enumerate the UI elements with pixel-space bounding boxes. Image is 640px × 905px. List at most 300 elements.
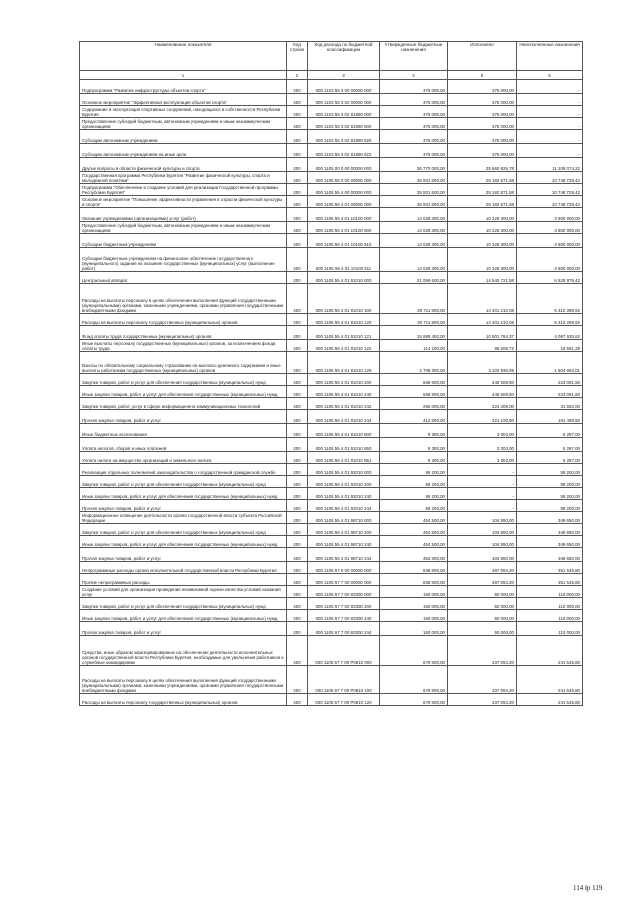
table-row	[80, 94, 583, 106]
row-executed: 25 182 871,58	[448, 184, 517, 196]
row-unexecuted: 10 748 728,42	[517, 184, 583, 196]
row-name: Субсидии бюджетным учреждениям на финансовое обеспечение государственного (муниципального) задания на оказание государственных (муниципальных) услуг (выполнение работ)	[80, 248, 287, 272]
table-body	[80, 80, 583, 706]
row-line-code: 200	[287, 248, 308, 272]
row-executed: 375 000,00	[448, 106, 517, 118]
row-approved: 14 028 300,00	[380, 248, 448, 272]
row-line-code: 200	[287, 488, 308, 500]
row-approved: 9 300,00	[380, 438, 448, 452]
row-budget-class: 000 1105 00 0 00 00000 000	[308, 158, 380, 172]
row-executed: 487 054,20	[448, 562, 517, 574]
row-line-code: 200	[287, 222, 308, 234]
row-line-code: 200	[287, 424, 308, 438]
row-budget-class: 000 1105 55 4 00 00000 000	[308, 184, 380, 196]
row-approved: 375 000,00	[380, 144, 448, 158]
row-name: Прочая закупка товаров, работ и услуг	[80, 622, 287, 636]
row-name: Закупка товаров, работ и услуг для обеспечения государственных (муниципальных) нужд	[80, 524, 287, 536]
row-budget-class: 000 1105 67 7 00 P0810 100	[308, 666, 380, 694]
row-name: Фонд оплаты труда государственных (муниципальных) органов	[80, 326, 287, 340]
table-row	[80, 452, 583, 464]
row-line-code: 200	[287, 386, 308, 398]
row-executed: 10 228 300,00	[448, 248, 517, 272]
row-budget-class: 000 1105 55 4 01 92010 200	[308, 476, 380, 488]
row-name: Содержание и эксплуатация спортивных сооружений, находящихся в собственности Республики Бурятия	[80, 106, 287, 118]
row-approved: 375 000,00	[380, 106, 448, 118]
row-executed: 10 228 300,00	[448, 208, 517, 222]
row-unexecuted: -	[517, 94, 583, 106]
row-name: Закупка товаров, работ и услуг для обеспечения государственных (муниципальных) нужд	[80, 476, 287, 488]
row-name: Прочая закупка товаров, работ и услуг	[80, 548, 287, 562]
table-row	[80, 548, 583, 562]
row-budget-class: 000 1103 55 3 02 81890 620	[308, 130, 380, 144]
row-approved: 14 028 300,00	[380, 208, 448, 222]
header-indicator-name: Наименование показателя	[80, 42, 287, 71]
row-name: Иные закупки товаров, работ и услуг для обеспечения государственных (муниципальных) нужд	[80, 488, 287, 500]
row-budget-class: 000 1105 67 0 00 00000 000	[308, 562, 380, 574]
row-executed: 221 100,50	[448, 410, 517, 424]
row-approved: 375 000,00	[380, 94, 448, 106]
row-approved: 375 000,00	[380, 118, 448, 130]
row-name: Прочая закупка товаров, работ и услуг	[80, 410, 287, 424]
row-name: Иные выплаты персоналу государственных (муниципальных) органов, за исключением фонда оплаты труда	[80, 340, 287, 352]
table-row	[80, 694, 583, 706]
table-row	[80, 340, 583, 352]
row-line-code: 200	[287, 666, 308, 694]
row-budget-class: 000 1105 55 4 01 10100 610	[308, 234, 380, 248]
row-line-code: 200	[287, 586, 308, 598]
row-approved: 20 711 500,00	[380, 314, 448, 326]
row-line-code: 200	[287, 636, 308, 666]
row-line-code: 200	[287, 314, 308, 326]
row-approved: 36 770 000,00	[380, 158, 448, 172]
row-budget-class: 000 1105 55 4 01 10100 600	[308, 222, 380, 234]
column-number: 1	[80, 71, 287, 80]
row-approved: 160 000,00	[380, 586, 448, 598]
row-approved: 35 931 600,00	[380, 196, 448, 208]
table-row	[80, 234, 583, 248]
row-executed: 50 000,00	[448, 598, 517, 610]
row-approved: 454 500,00	[380, 524, 448, 536]
row-unexecuted: 4 087 635,63	[517, 326, 583, 340]
row-budget-class: 000 1105 67 7 00 00000 000	[308, 574, 380, 586]
row-executed: 25 182 871,58	[448, 196, 517, 208]
row-unexecuted: 3 800 000,00	[517, 248, 583, 272]
row-approved: 668 600,00	[380, 374, 448, 386]
row-line-code: 200	[287, 352, 308, 374]
row-executed: 95 508,72	[448, 340, 517, 352]
table-row	[80, 118, 583, 130]
row-line-code: 200	[287, 130, 308, 144]
row-budget-class: 000 1105 55 4 01 10100 000	[308, 208, 380, 222]
row-name: Центральный аппарат	[80, 272, 287, 284]
row-approved: 678 600,00	[380, 694, 448, 706]
row-approved: 9 300,00	[380, 452, 448, 464]
row-unexecuted: 6 310 289,92	[517, 314, 583, 326]
row-budget-class: 000 1103 55 3 02 81890 000	[308, 106, 380, 118]
row-name: Основное мероприятие "Повышение эффективности управления в отрасли физической культуры и спорта"	[80, 196, 287, 208]
table-row	[80, 374, 583, 386]
header-budget-class-code: Код расхода по бюджетной классификации	[308, 42, 380, 71]
row-executed: 25 660 925,78	[448, 158, 517, 172]
row-approved: 375 000,00	[380, 130, 448, 144]
table-row	[80, 80, 583, 94]
row-unexecuted: 241 545,80	[517, 694, 583, 706]
row-executed: 14 401 210,08	[448, 314, 517, 326]
row-budget-class: 000 1105 67 7 00 83300 200	[308, 598, 380, 610]
row-unexecuted: -	[517, 144, 583, 158]
row-budget-class: 000 1105 55 4 01 91010 100	[308, 284, 380, 314]
row-name: Оказание учреждениями (организациями) услуг (работ)	[80, 208, 287, 222]
row-name: Субсидии автономным учреждениям на иные цели	[80, 144, 287, 158]
row-executed: 10 228 300,00	[448, 222, 517, 234]
header-approved: Утвержденные бюджетные назначения	[380, 42, 448, 71]
budget-table	[79, 41, 583, 706]
row-budget-class: 000 1103 55 3 02 81890 622	[308, 144, 380, 158]
row-executed: 25 182 871,58	[448, 172, 517, 184]
table-row	[80, 438, 583, 452]
row-name: Уплата налогов, сборов и иных платежей	[80, 438, 287, 452]
table-row	[80, 158, 583, 172]
row-approved: 59 200,00	[380, 464, 448, 476]
row-budget-class: 000 1105 67 7 00 83300 240	[308, 610, 380, 622]
row-executed: -	[448, 500, 517, 512]
row-budget-class: 000 1105 55 4 01 91010 122	[308, 340, 380, 352]
row-budget-class: 000 1105 67 7 00 P0810 120	[308, 694, 380, 706]
row-budget-class: 000 1105 67 7 00 83300 000	[308, 586, 380, 598]
row-unexecuted: 18 591,28	[517, 340, 583, 352]
row-unexecuted: 349 650,00	[517, 548, 583, 562]
row-approved: 454 500,00	[380, 548, 448, 562]
row-executed: 224 408,00	[448, 398, 517, 410]
row-unexecuted: 11 109 074,22	[517, 158, 583, 172]
table-row	[80, 326, 583, 340]
row-budget-class: 000 1105 55 4 01 00000 000	[308, 196, 380, 208]
row-budget-class: 000 1105 55 4 01 91010 851	[308, 452, 380, 464]
row-line-code: 200	[287, 694, 308, 706]
budget-report-sheet	[79, 41, 582, 706]
row-budget-class: 000 1105 55 4 01 92010 244	[308, 500, 380, 512]
row-name: Прочие непрограммные расходы	[80, 574, 287, 586]
row-executed: 104 850,00	[448, 536, 517, 548]
row-line-code: 200	[287, 184, 308, 196]
column-number: 5	[448, 71, 517, 80]
row-name: Взносы по обязательному социальному страхованию на выплаты денежного содержания и иные выплаты работникам государственных (муниципальных) органов	[80, 352, 287, 374]
row-name: Непрограммные расходы органа исполнительной государственной власти Республики Бурятия	[80, 562, 287, 574]
row-budget-class: 000 1103 55 3 02 81890 600	[308, 118, 380, 130]
row-budget-class: 000 1103 55 3 02 00000 000	[308, 94, 380, 106]
row-approved: 21 069 600,00	[380, 272, 448, 284]
row-name: Основное мероприятие "Эффективная эксплуатация объектов спорта"	[80, 94, 287, 106]
row-unexecuted: 241 545,80	[517, 636, 583, 666]
row-line-code: 200	[287, 476, 308, 488]
row-line-code: 200	[287, 234, 308, 248]
header-row	[80, 42, 583, 71]
row-budget-class: 000 1105 55 4 01 91010 240	[308, 386, 380, 398]
row-approved: 375 000,00	[380, 80, 448, 94]
row-executed: 50 000,00	[448, 586, 517, 598]
row-executed: -	[448, 476, 517, 488]
row-unexecuted: 3 800 000,00	[517, 208, 583, 222]
row-unexecuted: 59 200,00	[517, 464, 583, 476]
row-name: Уплата налога на имущество организаций и земельного налога	[80, 452, 287, 464]
row-approved: 454 500,00	[380, 536, 448, 548]
row-executed: 104 850,00	[448, 524, 517, 536]
table-row	[80, 184, 583, 196]
row-budget-class: 000 1105 55 4 01 98710 244	[308, 548, 380, 562]
row-unexecuted: 6 310 289,92	[517, 284, 583, 314]
row-executed: 50 000,00	[448, 622, 517, 636]
row-approved: 678 600,00	[380, 636, 448, 666]
row-budget-class: 000 1105 67 7 00 83300 244	[308, 622, 380, 636]
row-name: Иные бюджетные ассигнования	[80, 424, 287, 438]
column-number: 6	[517, 71, 583, 80]
row-approved: 838 600,00	[380, 562, 448, 574]
row-executed: -	[448, 488, 517, 500]
row-executed: 375 000,00	[448, 80, 517, 94]
table-row	[80, 144, 583, 158]
row-line-code: 200	[287, 562, 308, 574]
table-row	[80, 512, 583, 524]
row-unexecuted: 59 200,00	[517, 488, 583, 500]
table-row	[80, 172, 583, 184]
row-line-code: 200	[287, 158, 308, 172]
table-row	[80, 410, 583, 424]
row-executed: -	[448, 464, 517, 476]
header-executed: Исполнено	[448, 42, 517, 71]
row-unexecuted: 6 528 878,42	[517, 272, 583, 284]
row-unexecuted: 3 800 000,00	[517, 234, 583, 248]
row-line-code: 200	[287, 410, 308, 424]
row-name: Иные закупки товаров, работ и услуг для обеспечения государственных (муниципальных) нужд	[80, 610, 287, 622]
row-line-code: 200	[287, 398, 308, 410]
row-line-code: 200	[287, 106, 308, 118]
row-name: Средства, иные образом зарезервированные на обеспечение деятельности исполнительных органов государственной власти Республики Бурятия, необходимые для увольнения работников и служебные командировки	[80, 636, 287, 666]
row-approved: 59 200,00	[380, 476, 448, 488]
row-budget-class: 000 1105 55 4 01 91010 200	[308, 374, 380, 386]
column-number: 4	[380, 71, 448, 80]
table-row	[80, 248, 583, 272]
row-name: Закупка товаров, работ, услуг в сфере информационно-коммуникационных технологий	[80, 398, 287, 410]
table-row	[80, 500, 583, 512]
row-approved: 412 600,00	[380, 410, 448, 424]
row-executed: 437 054,20	[448, 666, 517, 694]
row-line-code: 200	[287, 536, 308, 548]
table-row	[80, 130, 583, 144]
row-executed: 10 801 764,37	[448, 326, 517, 340]
row-unexecuted: 110 000,00	[517, 622, 583, 636]
table-row	[80, 196, 583, 208]
row-approved: 14 028 300,00	[380, 222, 448, 234]
row-unexecuted: 223 091,50	[517, 374, 583, 386]
row-executed: 14 540 721,58	[448, 272, 517, 284]
row-unexecuted: -	[517, 80, 583, 94]
table-row	[80, 598, 583, 610]
row-line-code: 200	[287, 374, 308, 386]
row-line-code: 200	[287, 464, 308, 476]
row-approved: 256 000,00	[380, 398, 448, 410]
row-name: Расходы на выплаты персоналу в целях обеспечения выполнения функций государственными (муниципальными) органами, казенными учреждениями, органами управления государственными внебюджетными фондами	[80, 666, 287, 694]
table-row	[80, 208, 583, 222]
row-executed: 104 850,00	[448, 512, 517, 524]
row-approved: 838 600,00	[380, 574, 448, 586]
row-unexecuted: 59 200,00	[517, 476, 583, 488]
column-number: 2	[287, 71, 308, 80]
table-row	[80, 476, 583, 488]
row-name: Информационное освещение деятельности органа государственной власти субъекта Российской Федерации	[80, 512, 287, 524]
row-unexecuted: 110 000,00	[517, 586, 583, 598]
row-budget-class: 000 1105 55 4 01 92010 240	[308, 488, 380, 500]
row-budget-class: 000 1105 55 4 01 10100 611	[308, 248, 380, 272]
row-unexecuted: 349 650,00	[517, 524, 583, 536]
row-unexecuted: 223 091,50	[517, 386, 583, 398]
row-budget-class: 000 1105 55 4 01 91010 000	[308, 272, 380, 284]
row-unexecuted: -	[517, 130, 583, 144]
header-unexecuted: Неисполненные назначения	[517, 42, 583, 71]
row-executed: 445 508,50	[448, 374, 517, 386]
row-line-code: 200	[287, 548, 308, 562]
row-unexecuted: 3 800 000,00	[517, 222, 583, 234]
row-line-code: 200	[287, 94, 308, 106]
row-executed: 14 401 210,08	[448, 284, 517, 314]
table-row	[80, 398, 583, 410]
row-budget-class: 000 1105 55 4 01 91010 121	[308, 326, 380, 340]
row-name: Закупка товаров, работ и услуг для обеспечения государственных (муниципальных) нужд	[80, 374, 287, 386]
row-name: Иные закупки товаров, работ и услуг для обеспечения государственных (муниципальных) нужд	[80, 536, 287, 548]
row-unexecuted: 6 297,00	[517, 452, 583, 464]
table-row	[80, 464, 583, 476]
row-line-code: 200	[287, 500, 308, 512]
row-line-code: 200	[287, 622, 308, 636]
row-name: Предоставление субсидий бюджетным, автономным учреждениям и иным некоммерческим организациям	[80, 222, 287, 234]
row-unexecuted: 10 748 728,42	[517, 196, 583, 208]
row-executed: 437 054,20	[448, 636, 517, 666]
row-executed: 487 054,20	[448, 574, 517, 586]
row-name: Предоставление субсидий бюджетным, автономным учреждениям и иным некоммерческим организациям	[80, 118, 287, 130]
row-approved: 59 200,00	[380, 500, 448, 512]
row-line-code: 200	[287, 326, 308, 340]
row-line-code: 200	[287, 208, 308, 222]
row-budget-class: 000 1105 67 7 00 P0810 000	[308, 636, 380, 666]
row-budget-class: 000 1105 55 4 01 92010 000	[308, 464, 380, 476]
row-executed: 3 103 936,99	[448, 352, 517, 374]
row-name: Подпрограмма "Развитие инфраструктуры объектов спорта"	[80, 80, 287, 94]
table-row	[80, 424, 583, 438]
row-name: Реализация отдельных полномочий законодательства о государственной гражданской службе	[80, 464, 287, 476]
row-executed: 3 003,00	[448, 452, 517, 464]
row-line-code: 200	[287, 172, 308, 184]
row-approved: 35 931 600,00	[380, 172, 448, 184]
row-unexecuted: 31 592,00	[517, 398, 583, 410]
row-budget-class: 000 1105 55 0 00 00000 000	[308, 172, 380, 184]
table-row	[80, 524, 583, 536]
page-number: 114 łр 119	[573, 884, 603, 892]
row-line-code: 200	[287, 574, 308, 586]
column-number-row	[80, 71, 583, 80]
table-row	[80, 536, 583, 548]
row-approved: 59 200,00	[380, 488, 448, 500]
row-executed: 375 000,00	[448, 118, 517, 130]
row-approved: 114 100,00	[380, 340, 448, 352]
table-row	[80, 284, 583, 314]
row-executed: 104 850,00	[448, 548, 517, 562]
row-executed: 50 000,00	[448, 610, 517, 622]
column-number: 3	[308, 71, 380, 80]
row-unexecuted: 1 604 063,01	[517, 352, 583, 374]
row-budget-class: 000 1105 55 4 01 98710 200	[308, 524, 380, 536]
row-line-code: 200	[287, 524, 308, 536]
row-line-code: 200	[287, 144, 308, 158]
table-row	[80, 636, 583, 666]
row-unexecuted: 191 499,50	[517, 410, 583, 424]
row-budget-class: 000 1105 55 4 01 91010 850	[308, 438, 380, 452]
row-approved: 4 708 000,00	[380, 352, 448, 374]
row-unexecuted: 6 297,00	[517, 438, 583, 452]
row-approved: 14 028 300,00	[380, 234, 448, 248]
row-approved: 35 931 600,00	[380, 184, 448, 196]
row-name: Прочая закупка товаров, работ и услуг	[80, 500, 287, 512]
row-budget-class: 000 1103 55 3 00 00000 000	[308, 80, 380, 94]
row-name: Государственная программа Республики Бурятия "Развитие физической культуры, спорта и молодежной политики"	[80, 172, 287, 184]
row-line-code: 200	[287, 284, 308, 314]
row-name: Субсидии автономным учреждениям	[80, 130, 287, 144]
row-line-code: 200	[287, 438, 308, 452]
table-row	[80, 586, 583, 598]
row-approved: 9 300,00	[380, 424, 448, 438]
table-row	[80, 574, 583, 586]
row-unexecuted: 59 200,00	[517, 500, 583, 512]
table-row	[80, 106, 583, 118]
row-unexecuted: 6 297,00	[517, 424, 583, 438]
row-budget-class: 000 1105 55 4 01 91010 129	[308, 352, 380, 374]
row-name: Иные закупки товаров, работ и услуг для обеспечения государственных (муниципальных) нужд	[80, 386, 287, 398]
row-name: Закупка товаров, работ и услуг для обеспечения государственных (муниципальных) нужд	[80, 598, 287, 610]
row-unexecuted: 110 000,00	[517, 598, 583, 610]
row-unexecuted: -	[517, 118, 583, 130]
row-name: Создание условий для организации проведения независимой оценки качества условий оказания услуг	[80, 586, 287, 598]
row-line-code: 200	[287, 512, 308, 524]
header-line-code: Код строки	[287, 42, 308, 71]
row-line-code: 200	[287, 80, 308, 94]
row-budget-class: 000 1105 55 4 01 91010 120	[308, 314, 380, 326]
row-unexecuted: 110 000,00	[517, 610, 583, 622]
row-line-code: 200	[287, 340, 308, 352]
table-row	[80, 314, 583, 326]
row-budget-class: 000 1105 55 4 01 98710 000	[308, 512, 380, 524]
row-line-code: 200	[287, 610, 308, 622]
table-row	[80, 386, 583, 398]
row-executed: 375 000,00	[448, 130, 517, 144]
row-unexecuted: 241 545,80	[517, 666, 583, 694]
row-executed: 437 054,20	[448, 694, 517, 706]
row-unexecuted: 351 545,80	[517, 574, 583, 586]
row-executed: 3 003,00	[448, 438, 517, 452]
table-row	[80, 622, 583, 636]
row-approved: 678 600,00	[380, 666, 448, 694]
row-line-code: 200	[287, 196, 308, 208]
row-name: Расходы на выплаты персоналу государственных (муниципальных) органов	[80, 694, 287, 706]
table-row	[80, 610, 583, 622]
row-approved: 160 000,00	[380, 610, 448, 622]
row-executed: 10 228 300,00	[448, 234, 517, 248]
row-approved: 15 889 400,00	[380, 326, 448, 340]
row-line-code: 200	[287, 452, 308, 464]
row-approved: 160 000,00	[380, 622, 448, 636]
table-row	[80, 666, 583, 694]
row-budget-class: 000 1105 55 4 01 91010 800	[308, 424, 380, 438]
row-line-code: 200	[287, 118, 308, 130]
table-row	[80, 272, 583, 284]
row-approved: 668 600,00	[380, 386, 448, 398]
